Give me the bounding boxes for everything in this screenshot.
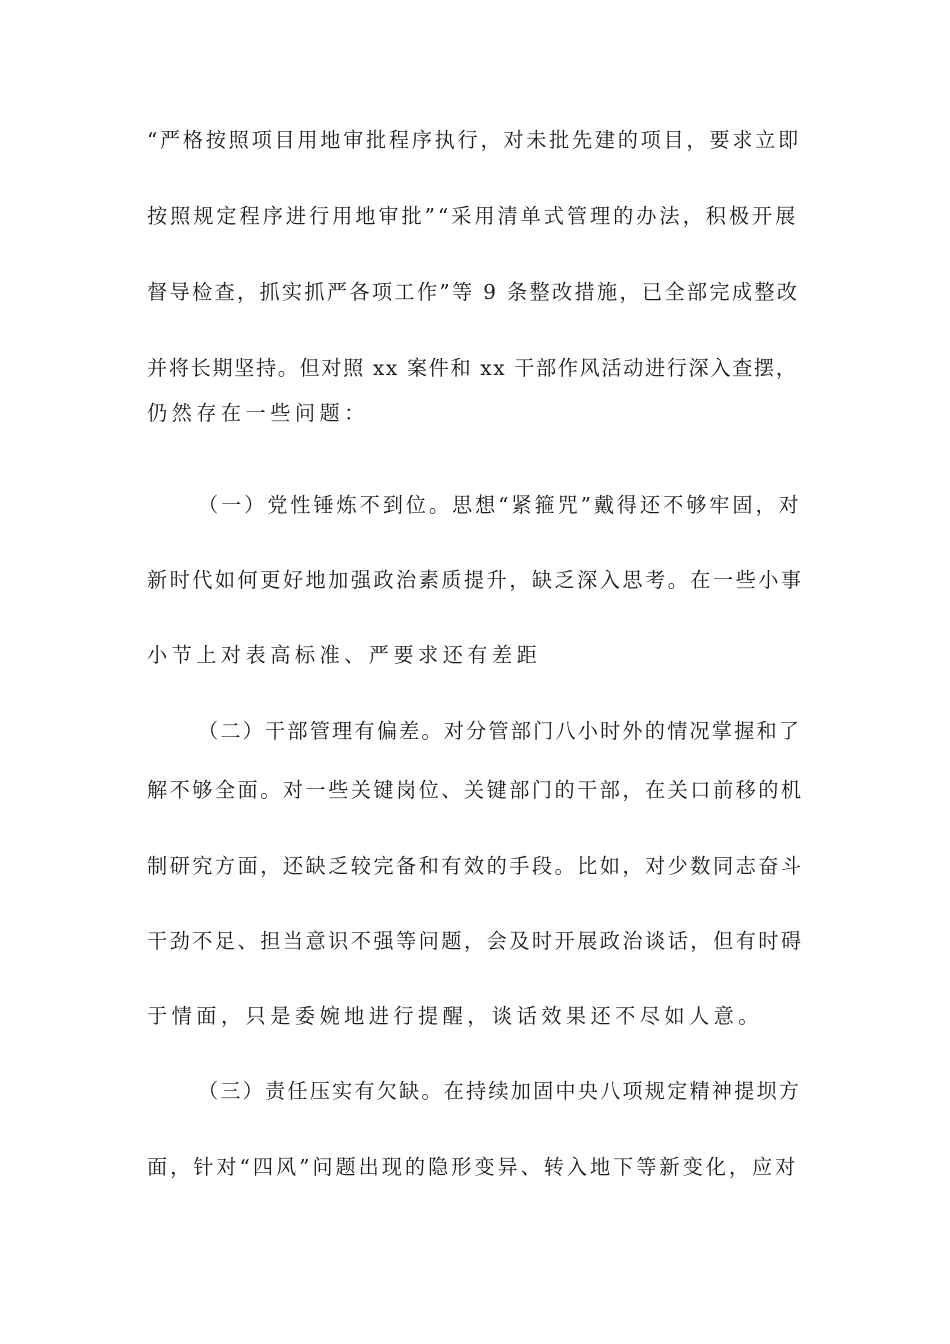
text-line: （一）党性锤炼不到位。思想“紧箍咒”戴得还不够牢固，对: [198, 493, 802, 517]
text-line: 干劲不足、担当意识不强等问题，会及时开展政治谈话，但有时碍: [147, 929, 804, 953]
text-line: 新时代如何更好地加强政治素质提升，缺乏深入思考。在一些小事: [147, 568, 804, 592]
text-line: （三）责任压实有欠缺。在持续加固中央八项规定精神提坝方: [198, 1079, 802, 1103]
text-line: 制研究方面，还缺乏较完备和有效的手段。比如，对少数同志奋斗: [147, 854, 804, 878]
text-line: 于情面，只是委婉地进行提醒，谈话效果还不尽如人意。: [147, 1004, 763, 1028]
text-line: （二）干部管理有偏差。对分管部门八小时外的情况掌握和了: [198, 719, 802, 743]
text-line: 小节上对表高标准、严要求还有差距: [147, 643, 542, 667]
text-line: 解不够全面。对一些关键岗位、关键部门的干部，在关口前移的机: [147, 778, 804, 802]
text-line: 按照规定程序进行用地审批”“采用清单式管理的办法，积极开展: [147, 204, 799, 228]
text-line: 面，针对“四风”问题出现的隐形变异、转入地下等新变化，应对: [147, 1155, 799, 1179]
text-line: “严格按照项目用地审批程序执行，对未批先建的项目，要求立即: [147, 128, 801, 152]
text-line: 督导检查，抓实抓严各项工作”等 9 条整改措施，已全部完成整改: [147, 280, 800, 304]
text-line: 并将长期坚持。但对照 xx 案件和 xx 干部作风活动进行深入查摆，: [147, 356, 798, 380]
text-line: 仍然存在一些问题：: [147, 401, 369, 425]
